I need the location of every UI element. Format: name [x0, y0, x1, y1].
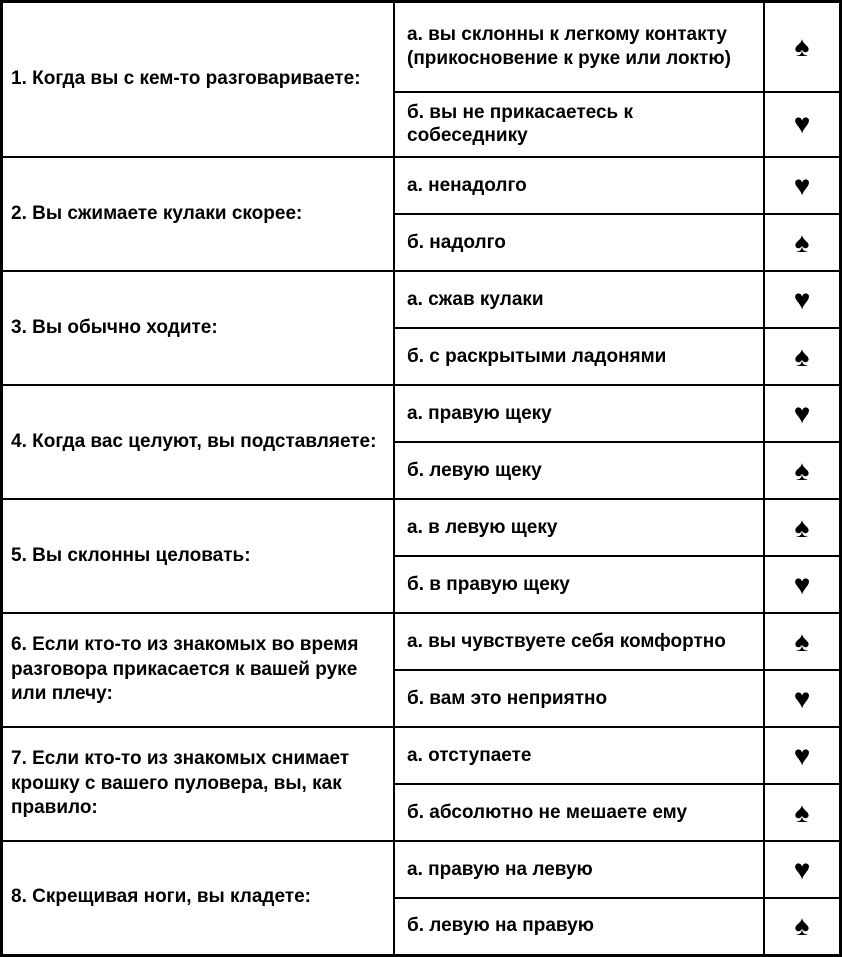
heart-icon: ♥ [764, 727, 841, 784]
question-8-answer-b: б. левую на правую [394, 898, 764, 955]
question-4-answer-a: а. правую щеку [394, 385, 764, 442]
question-1-answer-a: а. вы склонны к легкому контакту (прикосновение к руке или локтю) [394, 2, 764, 92]
question-1-answer-b: б. вы не прикасаетесь к собеседнику [394, 92, 764, 158]
spade-icon: ♠ [764, 328, 841, 385]
heart-icon: ♥ [764, 157, 841, 214]
heart-icon: ♥ [764, 271, 841, 328]
heart-icon: ♥ [764, 556, 841, 613]
question-7-cell: 7. Если кто-то из знакомых снимает крошку с вашего пуловера, вы, как правило: [2, 727, 395, 841]
question-2-cell: 2. Вы сжимаете кулаки скорее: [2, 157, 395, 271]
question-2-answer-a: а. ненадолго [394, 157, 764, 214]
spade-icon: ♠ [764, 214, 841, 271]
question-8-answer-a: а. правую на левую [394, 841, 764, 898]
question-5-answer-b: б. в правую щеку [394, 556, 764, 613]
spade-icon: ♠ [764, 898, 841, 955]
question-6-answer-b: б. вам это неприятно [394, 670, 764, 727]
heart-icon: ♥ [764, 670, 841, 727]
question-4-cell: 4. Когда вас целуют, вы подставляете: [2, 385, 395, 499]
question-7-answer-b: б. абсолютно не мешаете ему [394, 784, 764, 841]
heart-icon: ♥ [764, 841, 841, 898]
question-8-cell: 8. Скрещивая ноги, вы кладете: [2, 841, 395, 955]
spade-icon: ♠ [764, 499, 841, 556]
question-3-answer-b: б. с раскрытыми ладонями [394, 328, 764, 385]
question-3-answer-a: а. сжав кулаки [394, 271, 764, 328]
question-1-cell: 1. Когда вы с кем-то разговариваете: [2, 2, 395, 158]
heart-icon: ♥ [764, 92, 841, 158]
heart-icon: ♥ [764, 385, 841, 442]
question-3-cell: 3. Вы обычно ходите: [2, 271, 395, 385]
spade-icon: ♠ [764, 784, 841, 841]
spade-icon: ♠ [764, 2, 841, 92]
spade-icon: ♠ [764, 613, 841, 670]
question-5-answer-a: а. в левую щеку [394, 499, 764, 556]
question-2-answer-b: б. надолго [394, 214, 764, 271]
question-6-cell: 6. Если кто-то из знакомых во время разговора прикасается к вашей руке или плечу: [2, 613, 395, 727]
question-7-answer-a: а. отступаете [394, 727, 764, 784]
question-4-answer-b: б. левую щеку [394, 442, 764, 499]
question-6-answer-a: а. вы чувствуете себя комфортно [394, 613, 764, 670]
question-5-cell: 5. Вы склонны целовать: [2, 499, 395, 613]
spade-icon: ♠ [764, 442, 841, 499]
